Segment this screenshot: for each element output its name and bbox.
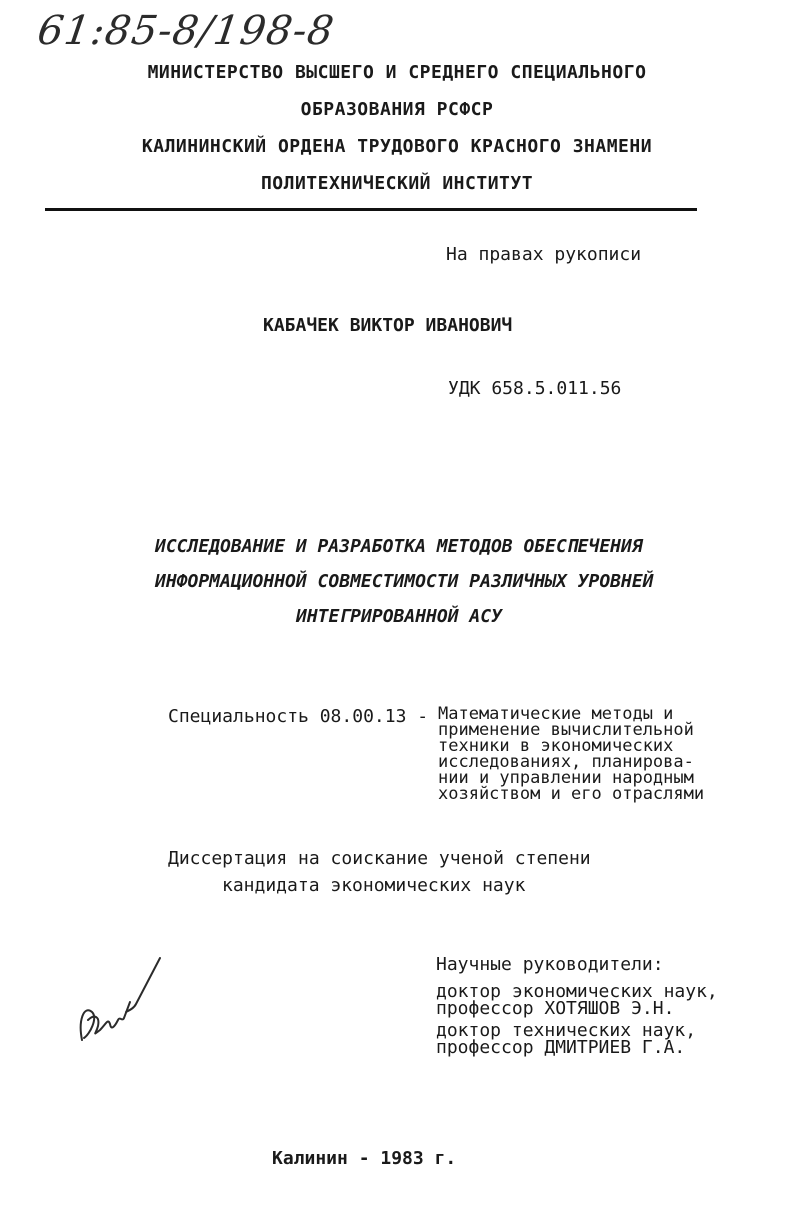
header-line-3: КАЛИНИНСКИЙ ОРДЕНА ТРУДОВОГО КРАСНОГО ЗНАМЕНИ <box>141 136 653 157</box>
specialty-desc-line: Математические методы и <box>438 704 674 724</box>
specialty-desc-line: исследованиях, планирова- <box>438 752 694 772</box>
catalog-number: 61:85-8/198-8 <box>34 8 338 54</box>
header-line-4: ПОЛИТЕХНИЧЕСКИЙ ИНСТИТУТ <box>260 173 534 194</box>
specialty-desc-line: применение вычислительной <box>438 720 694 740</box>
title-line-1: ИССЛЕДОВАНИЕ И РАЗРАБОТКА МЕТОДОВ ОБЕСПЕЧЕНИЯ <box>155 536 643 557</box>
specialty-label: Специальность 08.00.13 - <box>168 706 429 727</box>
advisors-block <box>436 954 718 1058</box>
advisors-heading: Научные руководители: <box>436 954 664 975</box>
advisor-2-degree: доктор технических наук, <box>436 1020 697 1041</box>
signature-icon <box>70 950 170 1060</box>
advisor-1-degree: доктор экономических наук, <box>436 981 718 1002</box>
title-line-2: ИНФОРМАЦИОННОЙ СОВМЕСТИМОСТИ РАЗЛИЧНЫХ УРОВНЕЙ <box>155 571 654 592</box>
place-year: Калинин - 1983 г. <box>272 1148 457 1169</box>
manuscript-note: На правах рукописи <box>446 244 642 265</box>
advisor-2-name: профессор ДМИТРИЕВ Г.А. <box>436 1037 686 1058</box>
specialty-description <box>438 706 704 802</box>
title-line-3: ИНТЕГРИРОВАННОЙ АСУ <box>296 606 502 627</box>
header-line-1: МИНИСТЕРСТВО ВЫСШЕГО И СРЕДНЕГО СПЕЦИАЛЬНОГО <box>147 62 647 83</box>
header-divider <box>45 208 697 211</box>
specialty-desc-line: хозяйством и его отраслями <box>438 784 705 804</box>
dissertation-line-2: кандидата экономических наук <box>222 875 526 896</box>
dissertation-line-1: Диссертация на соискание ученой степени <box>168 848 591 869</box>
specialty-desc-line: техники в экономических <box>438 736 674 756</box>
udc-code: УДК 658.5.011.56 <box>448 378 622 399</box>
advisor-1-name: профессор ХОТЯШОВ Э.Н. <box>436 998 675 1019</box>
header-line-2: ОБРАЗОВАНИЯ РСФСР <box>300 99 494 120</box>
specialty-desc-line: нии и управлении народным <box>438 768 694 788</box>
author-name: КАБАЧЕК ВИКТОР ИВАНОВИЧ <box>263 315 513 336</box>
